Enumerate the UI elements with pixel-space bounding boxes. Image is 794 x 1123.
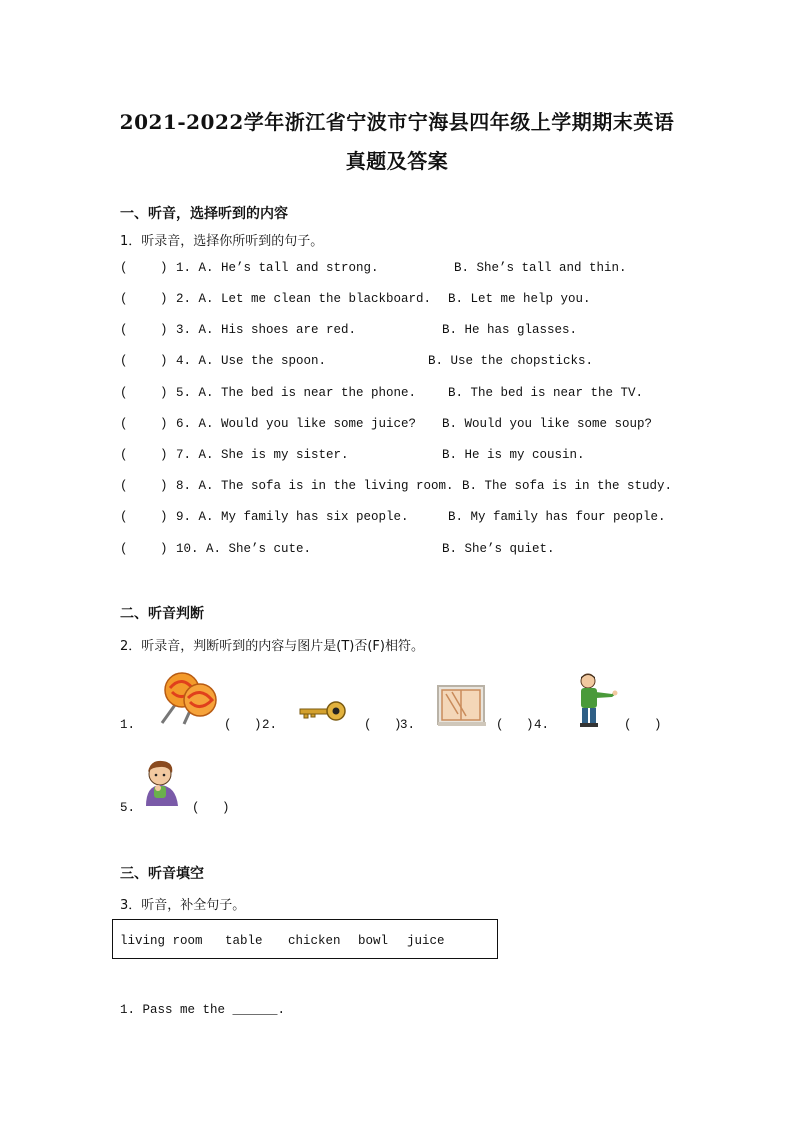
option-b: B. He is my cousin. bbox=[442, 448, 585, 462]
section2-instruction: 2．听录音，判断听到的内容与图片是(T)否(F)相符。 bbox=[120, 639, 424, 654]
question-row-4 bbox=[120, 354, 680, 372]
answer-paren-left[interactable]: ( bbox=[120, 354, 128, 368]
option-a: 10. A. She’s cute. bbox=[176, 542, 312, 556]
question-row-7 bbox=[120, 448, 680, 466]
answer-paren-right: ) bbox=[160, 417, 168, 431]
fill-blank-sentence-1[interactable]: 1. Pass me the ______. bbox=[120, 1003, 286, 1017]
answer-paren-right: ) bbox=[160, 479, 168, 493]
section1-heading: 一、听音，选择听到的内容 bbox=[120, 206, 288, 222]
option-a: 1. A. He’s tall and strong. bbox=[176, 261, 379, 275]
answer-paren-right: ) bbox=[160, 542, 168, 556]
item-number: 5. bbox=[120, 801, 136, 815]
boy-thinking-icon bbox=[140, 758, 184, 808]
question-row-5 bbox=[120, 386, 680, 404]
option-b: B. Let me help you. bbox=[448, 292, 591, 306]
document-title-line1: 2021-2022学年浙江省宁波市宁海县四年级上学期期末英语 bbox=[119, 110, 675, 134]
document-title-line2: 真题及答案 bbox=[345, 149, 449, 173]
answer-paren-right: ) bbox=[160, 386, 168, 400]
question-row-9 bbox=[120, 510, 680, 528]
answer-paren-right: ) bbox=[160, 323, 168, 337]
word-bank-item: chicken bbox=[288, 934, 341, 948]
answer-paren-left[interactable]: ( bbox=[120, 261, 128, 275]
option-b: B. He has glasses. bbox=[442, 323, 578, 337]
question-row-10 bbox=[120, 542, 680, 560]
answer-paren-right: ) bbox=[160, 354, 168, 368]
option-a: 3. A. His shoes are red. bbox=[176, 323, 357, 337]
section2-heading: 二、听音判断 bbox=[120, 606, 204, 622]
answer-paren-left[interactable]: ( bbox=[120, 417, 128, 431]
answer-paren-right: ) bbox=[160, 292, 168, 306]
answer-paren[interactable]: ( ) bbox=[496, 718, 534, 732]
answer-paren[interactable]: ( ) bbox=[224, 718, 262, 732]
answer-paren-left[interactable]: ( bbox=[120, 292, 128, 306]
option-b: B. She’s quiet. bbox=[442, 542, 555, 556]
option-b: B. She’s tall and thin. bbox=[454, 261, 627, 275]
option-b: B. The bed is near the TV. bbox=[448, 386, 644, 400]
option-a: 7. A. She is my sister. bbox=[176, 448, 349, 462]
section3-heading: 三、听音填空 bbox=[120, 866, 204, 882]
question-row-8 bbox=[120, 479, 680, 497]
word-bank-item: juice bbox=[407, 934, 445, 948]
section3-instruction: 3．听音，补全句子。 bbox=[120, 898, 246, 913]
option-a: 4. A. Use the spoon. bbox=[176, 354, 327, 368]
word-bank-box bbox=[112, 919, 498, 959]
option-b: B. My family has four people. bbox=[448, 510, 666, 524]
option-b: B. The sofa is in the study. bbox=[462, 479, 673, 493]
item-number: 3. bbox=[400, 718, 416, 732]
question-row-1 bbox=[120, 261, 680, 279]
answer-paren-left[interactable]: ( bbox=[120, 448, 128, 462]
option-a: 8. A. The sofa is in the living room. bbox=[176, 479, 454, 493]
option-a: 6. A. Would you like some juice? bbox=[176, 417, 417, 431]
item-number: 4. bbox=[534, 718, 550, 732]
answer-paren-right: ) bbox=[160, 448, 168, 462]
word-bank-item: table bbox=[225, 934, 263, 948]
option-a: 5. A. The bed is near the phone. bbox=[176, 386, 417, 400]
window-icon bbox=[436, 684, 488, 728]
option-b: B. Would you like some soup? bbox=[442, 417, 653, 431]
answer-paren-left[interactable]: ( bbox=[120, 386, 128, 400]
boy-standing-icon bbox=[572, 672, 620, 728]
answer-paren[interactable]: ( ) bbox=[624, 718, 662, 732]
question-row-3 bbox=[120, 323, 680, 341]
lollipops-icon bbox=[154, 668, 220, 726]
answer-paren-left[interactable]: ( bbox=[120, 510, 128, 524]
option-a: 2. A. Let me clean the blackboard. bbox=[176, 292, 432, 306]
word-bank-item: bowl bbox=[358, 934, 389, 948]
answer-paren-right: ) bbox=[160, 261, 168, 275]
answer-paren-right: ) bbox=[160, 510, 168, 524]
key-icon bbox=[298, 700, 348, 722]
answer-paren-left[interactable]: ( bbox=[120, 542, 128, 556]
word-bank-item: living room bbox=[120, 934, 203, 948]
question-row-6 bbox=[120, 417, 680, 435]
option-b: B. Use the chopsticks. bbox=[428, 354, 594, 368]
answer-paren-left[interactable]: ( bbox=[120, 479, 128, 493]
option-a: 9. A. My family has six people. bbox=[176, 510, 409, 524]
question-row-2 bbox=[120, 292, 680, 310]
section1-instruction: 1．听录音，选择你所听到的句子。 bbox=[120, 234, 324, 249]
answer-paren-left[interactable]: ( bbox=[120, 323, 128, 337]
item-number: 1. bbox=[120, 718, 136, 732]
item-number: 2. bbox=[262, 718, 278, 732]
answer-paren[interactable]: ( ) bbox=[192, 801, 230, 815]
answer-paren[interactable]: ( ) bbox=[364, 718, 402, 732]
